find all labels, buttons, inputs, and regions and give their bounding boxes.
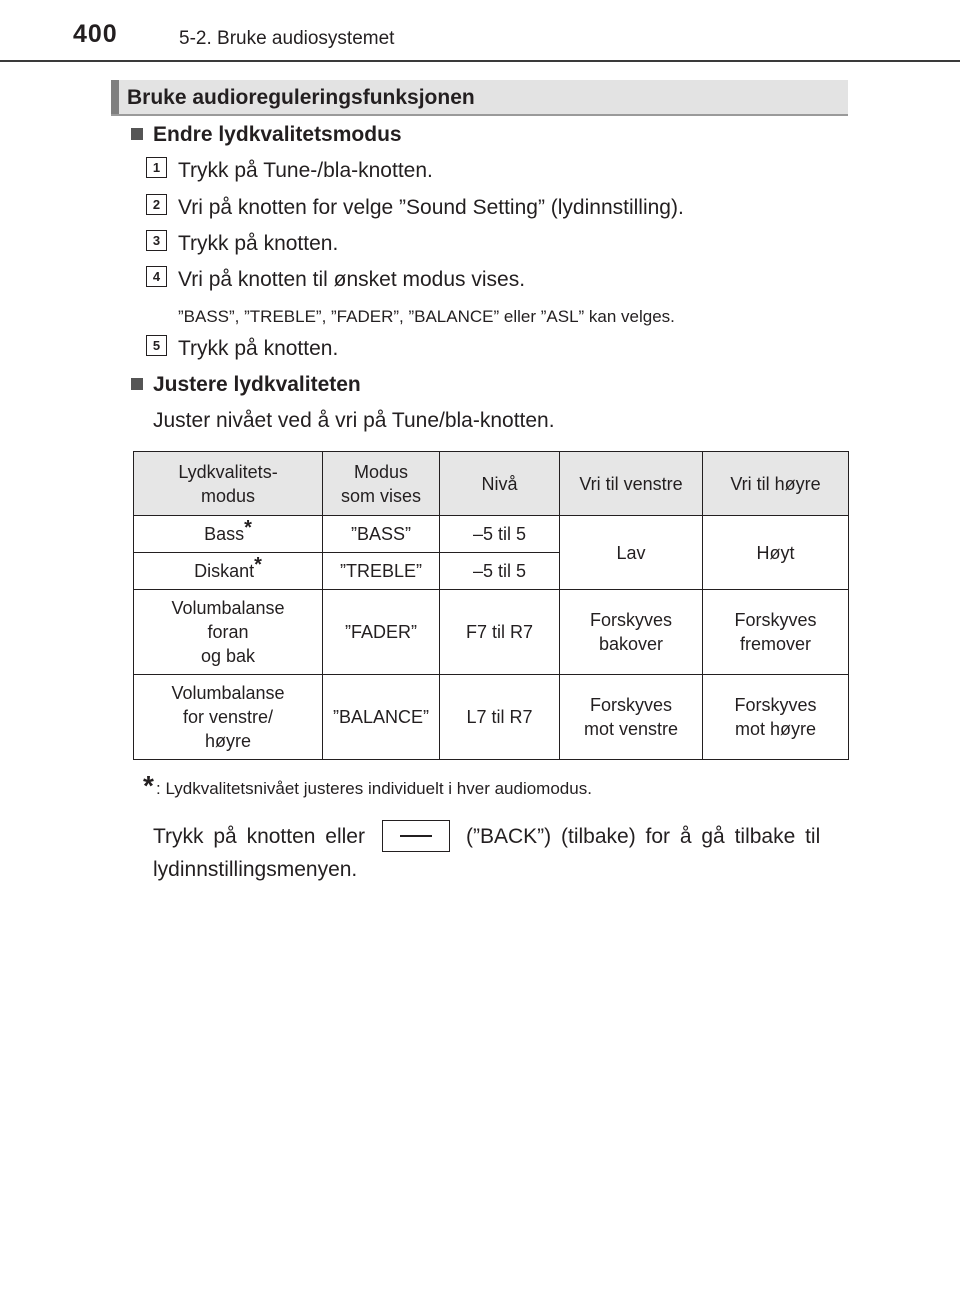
section-title-bar [111,80,848,116]
section-title: Bruke audioreguleringsfunksjonen [127,86,475,109]
cell-mode-treble: Diskant* [134,553,323,590]
square-bullet-icon [131,378,143,390]
back-text-before: Trykk på knotten eller [153,825,365,848]
footnote-star: * [143,770,154,801]
cell-left-bass-treble: Lav [560,516,703,590]
step-number-5: 5 [146,335,167,356]
step-5-text: Trykk på knotten. [178,337,339,360]
cell-mode-fader: Volumbalanse foran og bak [134,590,323,675]
cell-level-bass: –5 til 5 [440,516,560,553]
back-button-bar [400,835,432,837]
footnote-text: : Lydkvalitetsnivået justeres individuelt i hver audiomodus. [156,779,592,798]
section-reference: 5-2. Bruke audiosystemet [179,28,395,49]
cell-shown-bass: ”BASS” [323,516,440,553]
table-row [134,516,849,553]
step-4-note: ”BASS”, ”TREBLE”, ”FADER”, ”BALANCE” eller ”ASL” kan velges. [178,307,675,326]
step-number-3: 3 [146,230,167,251]
cell-level-treble: –5 til 5 [440,553,560,590]
cell-right-fader: Forskyves fremover [703,590,849,675]
step-2-text: Vri på knotten for velge ”Sound Setting” (lydinnstilling). [178,196,684,219]
section-accent [111,80,119,114]
step-number-4: 4 [146,266,167,287]
back-text-line2: lydinnstillingsmenyen. [153,858,358,881]
cell-right-bass-treble: Høyt [703,516,849,590]
cell-mode-balance: Volumbalanse for venstre/ høyre [134,675,323,760]
header-turn-left: Vri til venstre [560,452,703,516]
cell-mode-bass: Bass* [134,516,323,553]
step-4-text: Vri på knotten til ønsket modus vises. [178,268,526,291]
cell-shown-balance: ”BALANCE” [323,675,440,760]
header-shown: Modus som vises [323,452,440,516]
sound-mode-table [133,451,849,760]
header-level: Nivå [440,452,560,516]
change-mode-heading [131,123,402,147]
header-mode: Lydkvalitets- modus [134,452,323,516]
step-3-text: Trykk på knotten. [178,232,339,255]
cell-right-balance: Forskyves mot høyre [703,675,849,760]
header-turn-right: Vri til høyre [703,452,849,516]
cell-shown-treble: ”TREBLE” [323,553,440,590]
table-row [134,590,849,675]
table-row [134,675,849,760]
step-number-2: 2 [146,194,167,215]
step-number-1: 1 [146,157,167,178]
table-header-row [134,452,849,516]
back-button-icon [382,820,450,852]
step-1-text: Trykk på Tune-/bla-knotten. [178,159,433,182]
cell-left-fader: Forskyves bakover [560,590,703,675]
adjust-quality-heading [131,373,361,397]
change-mode-heading-text: Endre lydkvalitetsmodus [153,123,402,146]
back-text-after: (”BACK”) (tilbake) for å gå tilbake til [466,825,821,848]
header-divider [0,60,960,62]
adjust-quality-heading-text: Justere lydkvaliteten [153,373,361,396]
cell-shown-fader: ”FADER” [323,590,440,675]
adjust-quality-text: Juster nivået ved å vri på Tune/bla-knotten. [153,409,555,432]
cell-left-balance: Forskyves mot venstre [560,675,703,760]
square-bullet-icon [131,128,143,140]
cell-level-fader: F7 til R7 [440,590,560,675]
cell-level-balance: L7 til R7 [440,675,560,760]
page-number: 400 [73,20,118,48]
